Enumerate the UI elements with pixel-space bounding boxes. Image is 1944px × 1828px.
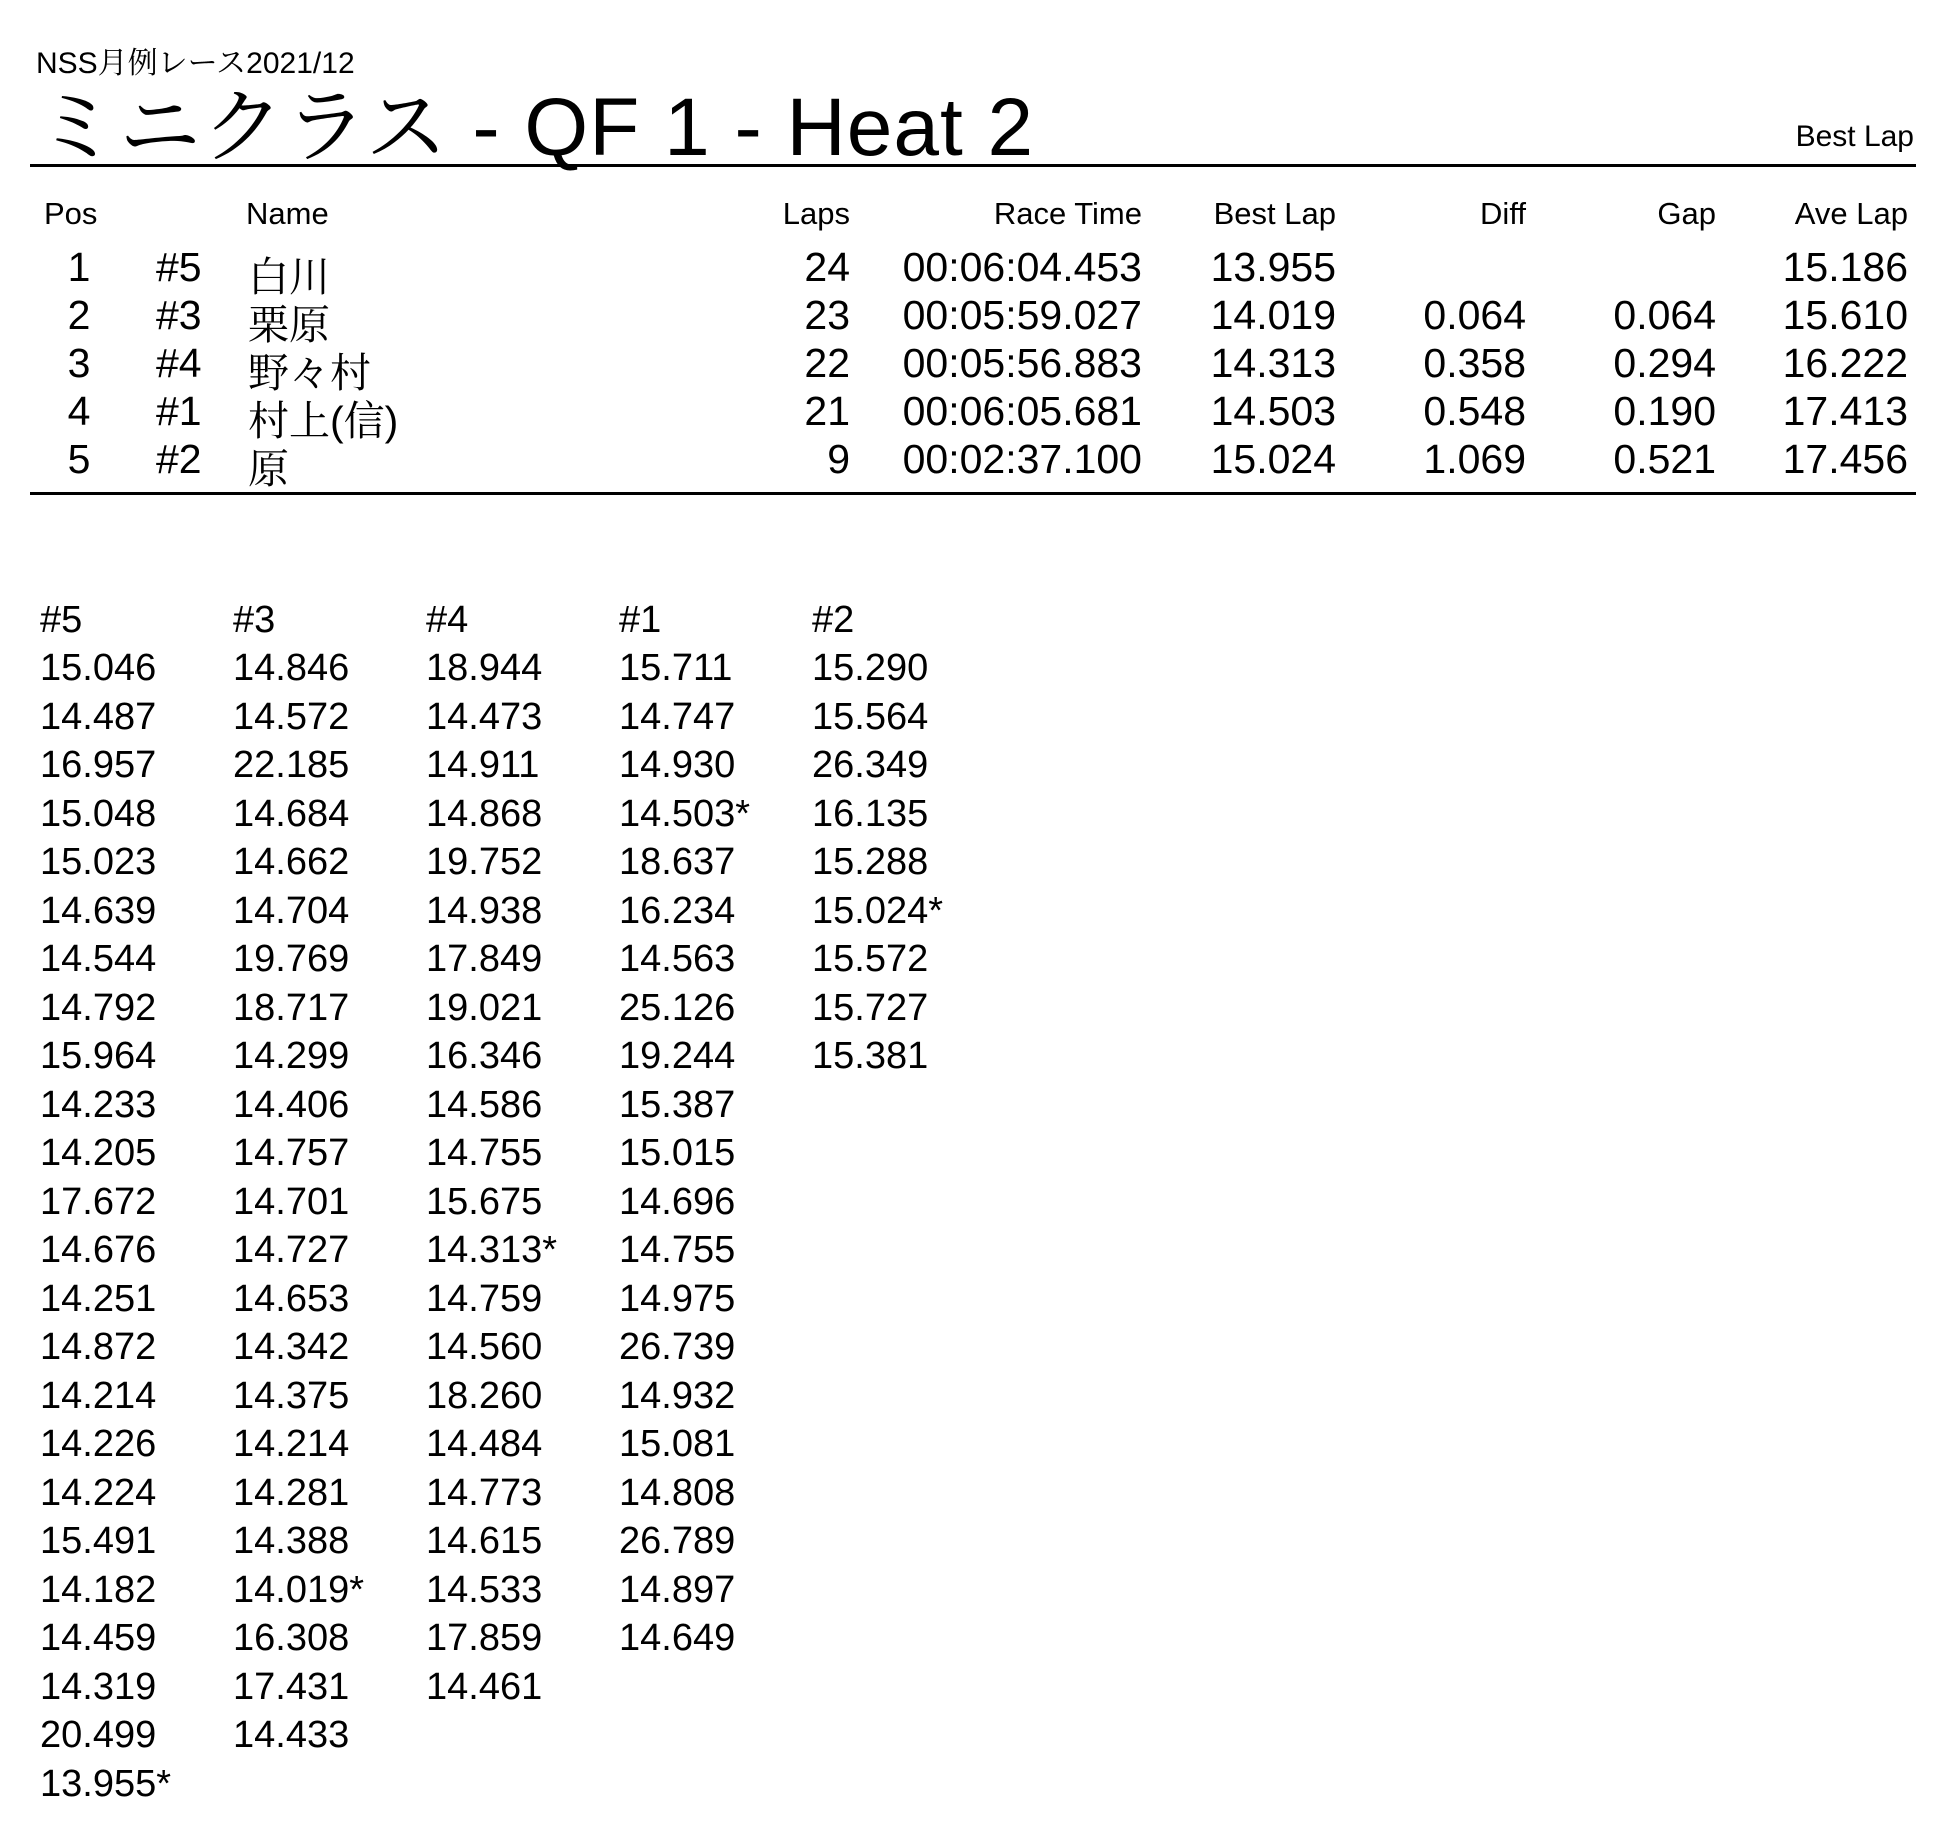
results-header-row: [0, 196, 1944, 244]
race-time-cell: 00:02:37.100: [902, 436, 1142, 482]
best-lap-cell: 14.503: [1210, 388, 1336, 434]
lap-time: 14.019*: [233, 1568, 365, 1611]
lap-time: 14.696: [619, 1180, 736, 1223]
lap-column-header: #4: [426, 599, 469, 641]
lap-time: 14.747: [619, 695, 736, 738]
lap-time: 14.388: [233, 1520, 350, 1562]
lap-time: 15.491: [40, 1520, 157, 1562]
race-time-cell: 00:05:59.027: [902, 292, 1142, 338]
driver-name-cell: 野々村: [248, 350, 371, 396]
lap-time: 14.533: [426, 1568, 543, 1611]
ave-lap-cell: 15.610: [1782, 292, 1908, 338]
lap-time: 14.911: [426, 744, 540, 786]
col-header-race-time: Race Time: [993, 196, 1142, 231]
car-number-cell: #2: [156, 436, 202, 482]
lap-time: 26.739: [619, 1326, 736, 1368]
gap-cell: 0.190: [1613, 388, 1716, 434]
laps-cell: 21: [804, 388, 850, 434]
lap-time: 19.021: [426, 986, 543, 1029]
lap-time: 22.185: [233, 744, 350, 786]
lap-time: 14.897: [619, 1568, 736, 1611]
lap-time: 19.769: [233, 938, 350, 980]
lap-time: 14.299: [233, 1035, 350, 1077]
driver-name-cell: 村上(信): [248, 398, 399, 444]
lap-time: 18.637: [619, 841, 736, 883]
lap-time: 14.701: [233, 1180, 350, 1223]
lap-time: 14.503*: [619, 792, 751, 835]
lap-column: [619, 596, 812, 1808]
pos-cell: 2: [67, 292, 91, 338]
lap-time: 14.233: [40, 1083, 157, 1126]
lap-time: 15.381: [812, 1035, 929, 1077]
lap-time: 14.214: [233, 1423, 350, 1465]
best-lap-cell: 14.019: [1210, 292, 1336, 338]
ave-lap-cell: 17.413: [1782, 388, 1908, 434]
lap-column: [426, 596, 619, 1808]
laps-cell: 24: [804, 244, 850, 290]
result-row: [0, 340, 1944, 396]
col-header-name: Name: [246, 196, 329, 231]
lap-time: 14.182: [40, 1568, 157, 1611]
lap-time: 14.251: [40, 1277, 157, 1320]
lap-time: 14.653: [233, 1277, 350, 1320]
lap-time: 14.755: [619, 1229, 736, 1271]
lap-time: 14.930: [619, 744, 736, 786]
lap-time: 18.717: [233, 986, 350, 1029]
car-number-cell: #4: [156, 340, 202, 386]
lap-time: 14.319: [40, 1665, 157, 1708]
lap-time: 14.586: [426, 1083, 543, 1126]
diff-cell: 0.548: [1423, 388, 1526, 434]
car-number-cell: #3: [156, 292, 202, 338]
col-header-diff: Diff: [1480, 196, 1526, 231]
lap-time: 19.752: [426, 841, 543, 883]
col-header-laps: Laps: [782, 196, 850, 231]
lap-time: 14.544: [40, 938, 157, 980]
lap-time: 17.431: [233, 1665, 350, 1708]
lap-time: 15.288: [812, 841, 929, 883]
best-lap-cell: 15.024: [1210, 436, 1336, 482]
lap-time: 17.672: [40, 1180, 157, 1223]
ave-lap-cell: 15.186: [1782, 244, 1908, 290]
lap-column: [812, 596, 1005, 1808]
lap-time: 14.406: [233, 1083, 350, 1126]
col-header-pos: Pos: [44, 196, 98, 231]
lap-time: 26.789: [619, 1520, 736, 1562]
lap-time: 14.433: [233, 1714, 350, 1756]
pos-cell: 4: [67, 388, 91, 434]
lap-time: 16.957: [40, 744, 157, 786]
lap-time: 15.711: [619, 647, 733, 689]
lap-time: 15.046: [40, 647, 157, 689]
results-divider: [30, 492, 1916, 495]
lap-time: 14.975: [619, 1277, 736, 1320]
lap-time: 15.048: [40, 792, 157, 835]
lap-time: 14.727: [233, 1229, 350, 1271]
lap-time: 14.773: [426, 1471, 543, 1514]
lap-column-header: #5: [40, 599, 83, 641]
laps-cell: 9: [827, 436, 850, 482]
lap-time: 14.487: [40, 695, 157, 738]
race-time-cell: 00:05:56.883: [902, 340, 1142, 386]
lap-time: 16.234: [619, 889, 736, 932]
gap-cell: 0.294: [1613, 340, 1716, 386]
lap-time: 15.964: [40, 1035, 157, 1077]
lap-time: 18.944: [426, 647, 543, 689]
lap-time: 14.649: [619, 1617, 736, 1659]
lap-time: 14.639: [40, 889, 157, 932]
best-lap-cell: 13.955: [1210, 244, 1336, 290]
lap-time: 14.662: [233, 841, 350, 883]
lap-time: 14.868: [426, 792, 543, 835]
lap-time: 14.684: [233, 792, 350, 835]
lap-column-header: #3: [233, 599, 276, 641]
lap-time: 14.846: [233, 647, 350, 689]
col-header-best-lap: Best Lap: [1213, 196, 1336, 231]
lap-time: 14.872: [40, 1326, 157, 1368]
col-header-ave-lap: Ave Lap: [1794, 196, 1908, 231]
pos-cell: 1: [67, 244, 91, 290]
lap-column: [233, 596, 426, 1808]
lap-time: 13.955*: [40, 1762, 172, 1805]
driver-name-cell: 栗原: [248, 302, 330, 348]
lap-time: 14.224: [40, 1471, 157, 1514]
lap-time: 15.387: [619, 1083, 736, 1126]
diff-cell: 1.069: [1423, 436, 1526, 482]
lap-time: 15.727: [812, 986, 929, 1029]
result-row: [0, 388, 1944, 444]
lap-time: 14.205: [40, 1132, 157, 1174]
lap-time: 14.461: [426, 1665, 543, 1708]
result-row: [0, 436, 1944, 492]
lap-time: 15.675: [426, 1180, 543, 1223]
lap-time: 14.226: [40, 1423, 157, 1465]
ave-lap-cell: 16.222: [1782, 340, 1908, 386]
lap-time: 14.375: [233, 1374, 350, 1417]
diff-cell: 0.064: [1423, 292, 1526, 338]
car-number-cell: #1: [156, 388, 202, 434]
gap-cell: 0.521: [1613, 436, 1716, 482]
lap-time: 14.757: [233, 1132, 350, 1174]
header-divider: [30, 164, 1916, 167]
lap-time: 14.792: [40, 986, 157, 1029]
lap-time: 16.135: [812, 792, 929, 835]
car-number-cell: #5: [156, 244, 202, 290]
lap-time: 14.473: [426, 695, 543, 738]
lap-time: 15.015: [619, 1132, 736, 1174]
lap-time: 16.308: [233, 1617, 350, 1659]
lap-time: 15.564: [812, 695, 929, 738]
lap-time: 14.808: [619, 1471, 736, 1514]
lap-time: 14.572: [233, 695, 350, 738]
lap-time: 14.560: [426, 1326, 543, 1368]
result-row: [0, 244, 1944, 300]
lap-time: 14.759: [426, 1277, 543, 1320]
lap-column: [40, 596, 233, 1808]
lap-time: 20.499: [40, 1714, 157, 1756]
lap-time: 25.126: [619, 986, 736, 1029]
result-row: [0, 292, 1944, 348]
lap-time: 18.260: [426, 1374, 543, 1417]
lap-time: 14.313*: [426, 1229, 558, 1271]
lap-time: 14.704: [233, 889, 350, 932]
race-time-cell: 00:06:04.453: [902, 244, 1142, 290]
lap-time: 14.342: [233, 1326, 350, 1368]
best-lap-tag: Best Lap: [1795, 120, 1914, 153]
lap-time: 26.349: [812, 744, 929, 786]
best-lap-cell: 14.313: [1210, 340, 1336, 386]
results-table: [0, 196, 1944, 492]
page-title: ミニクラス - QF 1 - Heat 2: [36, 82, 1035, 173]
lap-time: 14.214: [40, 1374, 157, 1417]
driver-name-cell: 原: [248, 446, 289, 492]
lap-time: 14.676: [40, 1229, 157, 1271]
laps-cell: 23: [804, 292, 850, 338]
ave-lap-cell: 17.456: [1782, 436, 1908, 482]
lap-time: 14.484: [426, 1423, 543, 1465]
lap-time: 16.346: [426, 1035, 543, 1077]
lap-time: 14.459: [40, 1617, 157, 1659]
pos-cell: 3: [67, 340, 91, 386]
driver-name-cell: 白川: [248, 254, 330, 300]
lap-time: 14.563: [619, 938, 736, 980]
lap-time: 15.572: [812, 938, 929, 980]
lap-time: 19.244: [619, 1035, 736, 1077]
lap-time: 14.615: [426, 1520, 543, 1562]
gap-cell: 0.064: [1613, 292, 1716, 338]
col-header-gap: Gap: [1657, 196, 1716, 231]
lap-column-header: #1: [619, 599, 662, 641]
lap-time: 14.932: [619, 1374, 736, 1417]
lap-time: 14.755: [426, 1132, 543, 1174]
race-time-cell: 00:06:05.681: [902, 388, 1142, 434]
lap-time: 15.081: [619, 1423, 736, 1465]
lap-time: 17.849: [426, 938, 543, 980]
laps-cell: 22: [804, 340, 850, 386]
lap-time: 17.859: [426, 1617, 543, 1659]
lap-time: 14.281: [233, 1471, 350, 1514]
lap-times-grid: [40, 596, 1005, 1808]
diff-cell: 0.358: [1423, 340, 1526, 386]
pos-cell: 5: [67, 436, 91, 482]
lap-time: 15.023: [40, 841, 157, 883]
lap-column-header: #2: [812, 599, 855, 641]
lap-time: 14.938: [426, 889, 543, 932]
lap-time: 15.290: [812, 647, 929, 689]
event-subtitle: NSS月例レース2021/12: [36, 47, 355, 80]
lap-time: 15.024*: [812, 889, 944, 932]
